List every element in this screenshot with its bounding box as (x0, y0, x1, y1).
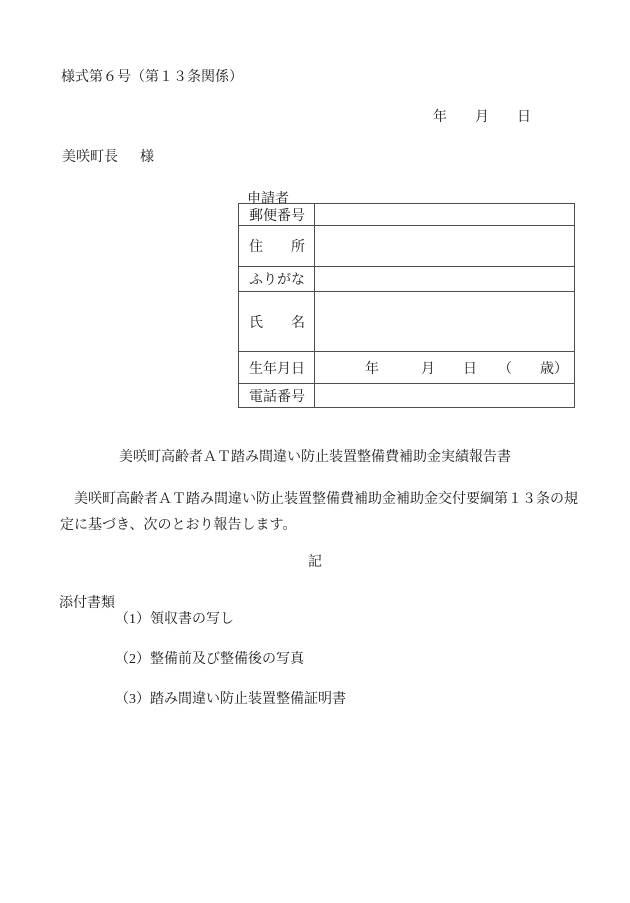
table-row-birth-date (239, 352, 575, 384)
address-label: 住 所 (239, 226, 315, 267)
applicant-label: 申請者 (247, 192, 289, 207)
phone-number-field[interactable] (315, 384, 575, 408)
attachment-item-3: （3）踏み間違い防止装置整備証明書 (115, 692, 346, 707)
table-row-phone-number (239, 384, 575, 408)
furigana-label: ふりがな (239, 267, 315, 292)
record-heading: 記 (308, 555, 322, 570)
form-number: 様式第６号（第１３条関係） (61, 70, 243, 85)
addressee-honorific: 様 (140, 150, 154, 165)
attachment-list (115, 613, 346, 733)
table-row-name (239, 292, 575, 352)
postal-code-field[interactable] (315, 204, 575, 226)
addressee: 美咲町長 (62, 150, 118, 165)
furigana-field[interactable] (315, 267, 575, 292)
postal-code-label: 郵便番号 (239, 204, 315, 226)
birth-date-field[interactable]: 年 月 日 （ 歳） (315, 352, 575, 384)
addressee-line (62, 146, 154, 166)
table-row-furigana (239, 267, 575, 292)
body-line-1: 美咲町高齢者ＡＴ踏み間違い防止装置整備費補助金補助金交付要綱第１３条の規 (60, 492, 578, 507)
document-title: 美咲町高齢者ＡＴ踏み間違い防止装置整備費補助金実績報告書 (119, 450, 511, 465)
date-line: 年 月 日 (433, 110, 531, 125)
attachment-item-1: （1）領収書の写し (115, 612, 234, 627)
name-field[interactable] (315, 292, 575, 352)
table-row-postal-code (239, 204, 575, 226)
address-field[interactable] (315, 226, 575, 267)
applicant-table (238, 203, 575, 408)
body-line-2: 定に基づき、次のとおり報告します。 (60, 518, 297, 533)
name-label: 氏 名 (239, 292, 315, 352)
attachments-label: 添付書類 (59, 596, 115, 611)
birth-date-label: 生年月日 (239, 352, 315, 384)
attachment-item-2: （2）整備前及び整備後の写真 (115, 652, 304, 667)
table-row-address (239, 226, 575, 267)
body-paragraph (60, 487, 580, 539)
phone-number-label: 電話番号 (239, 384, 315, 408)
